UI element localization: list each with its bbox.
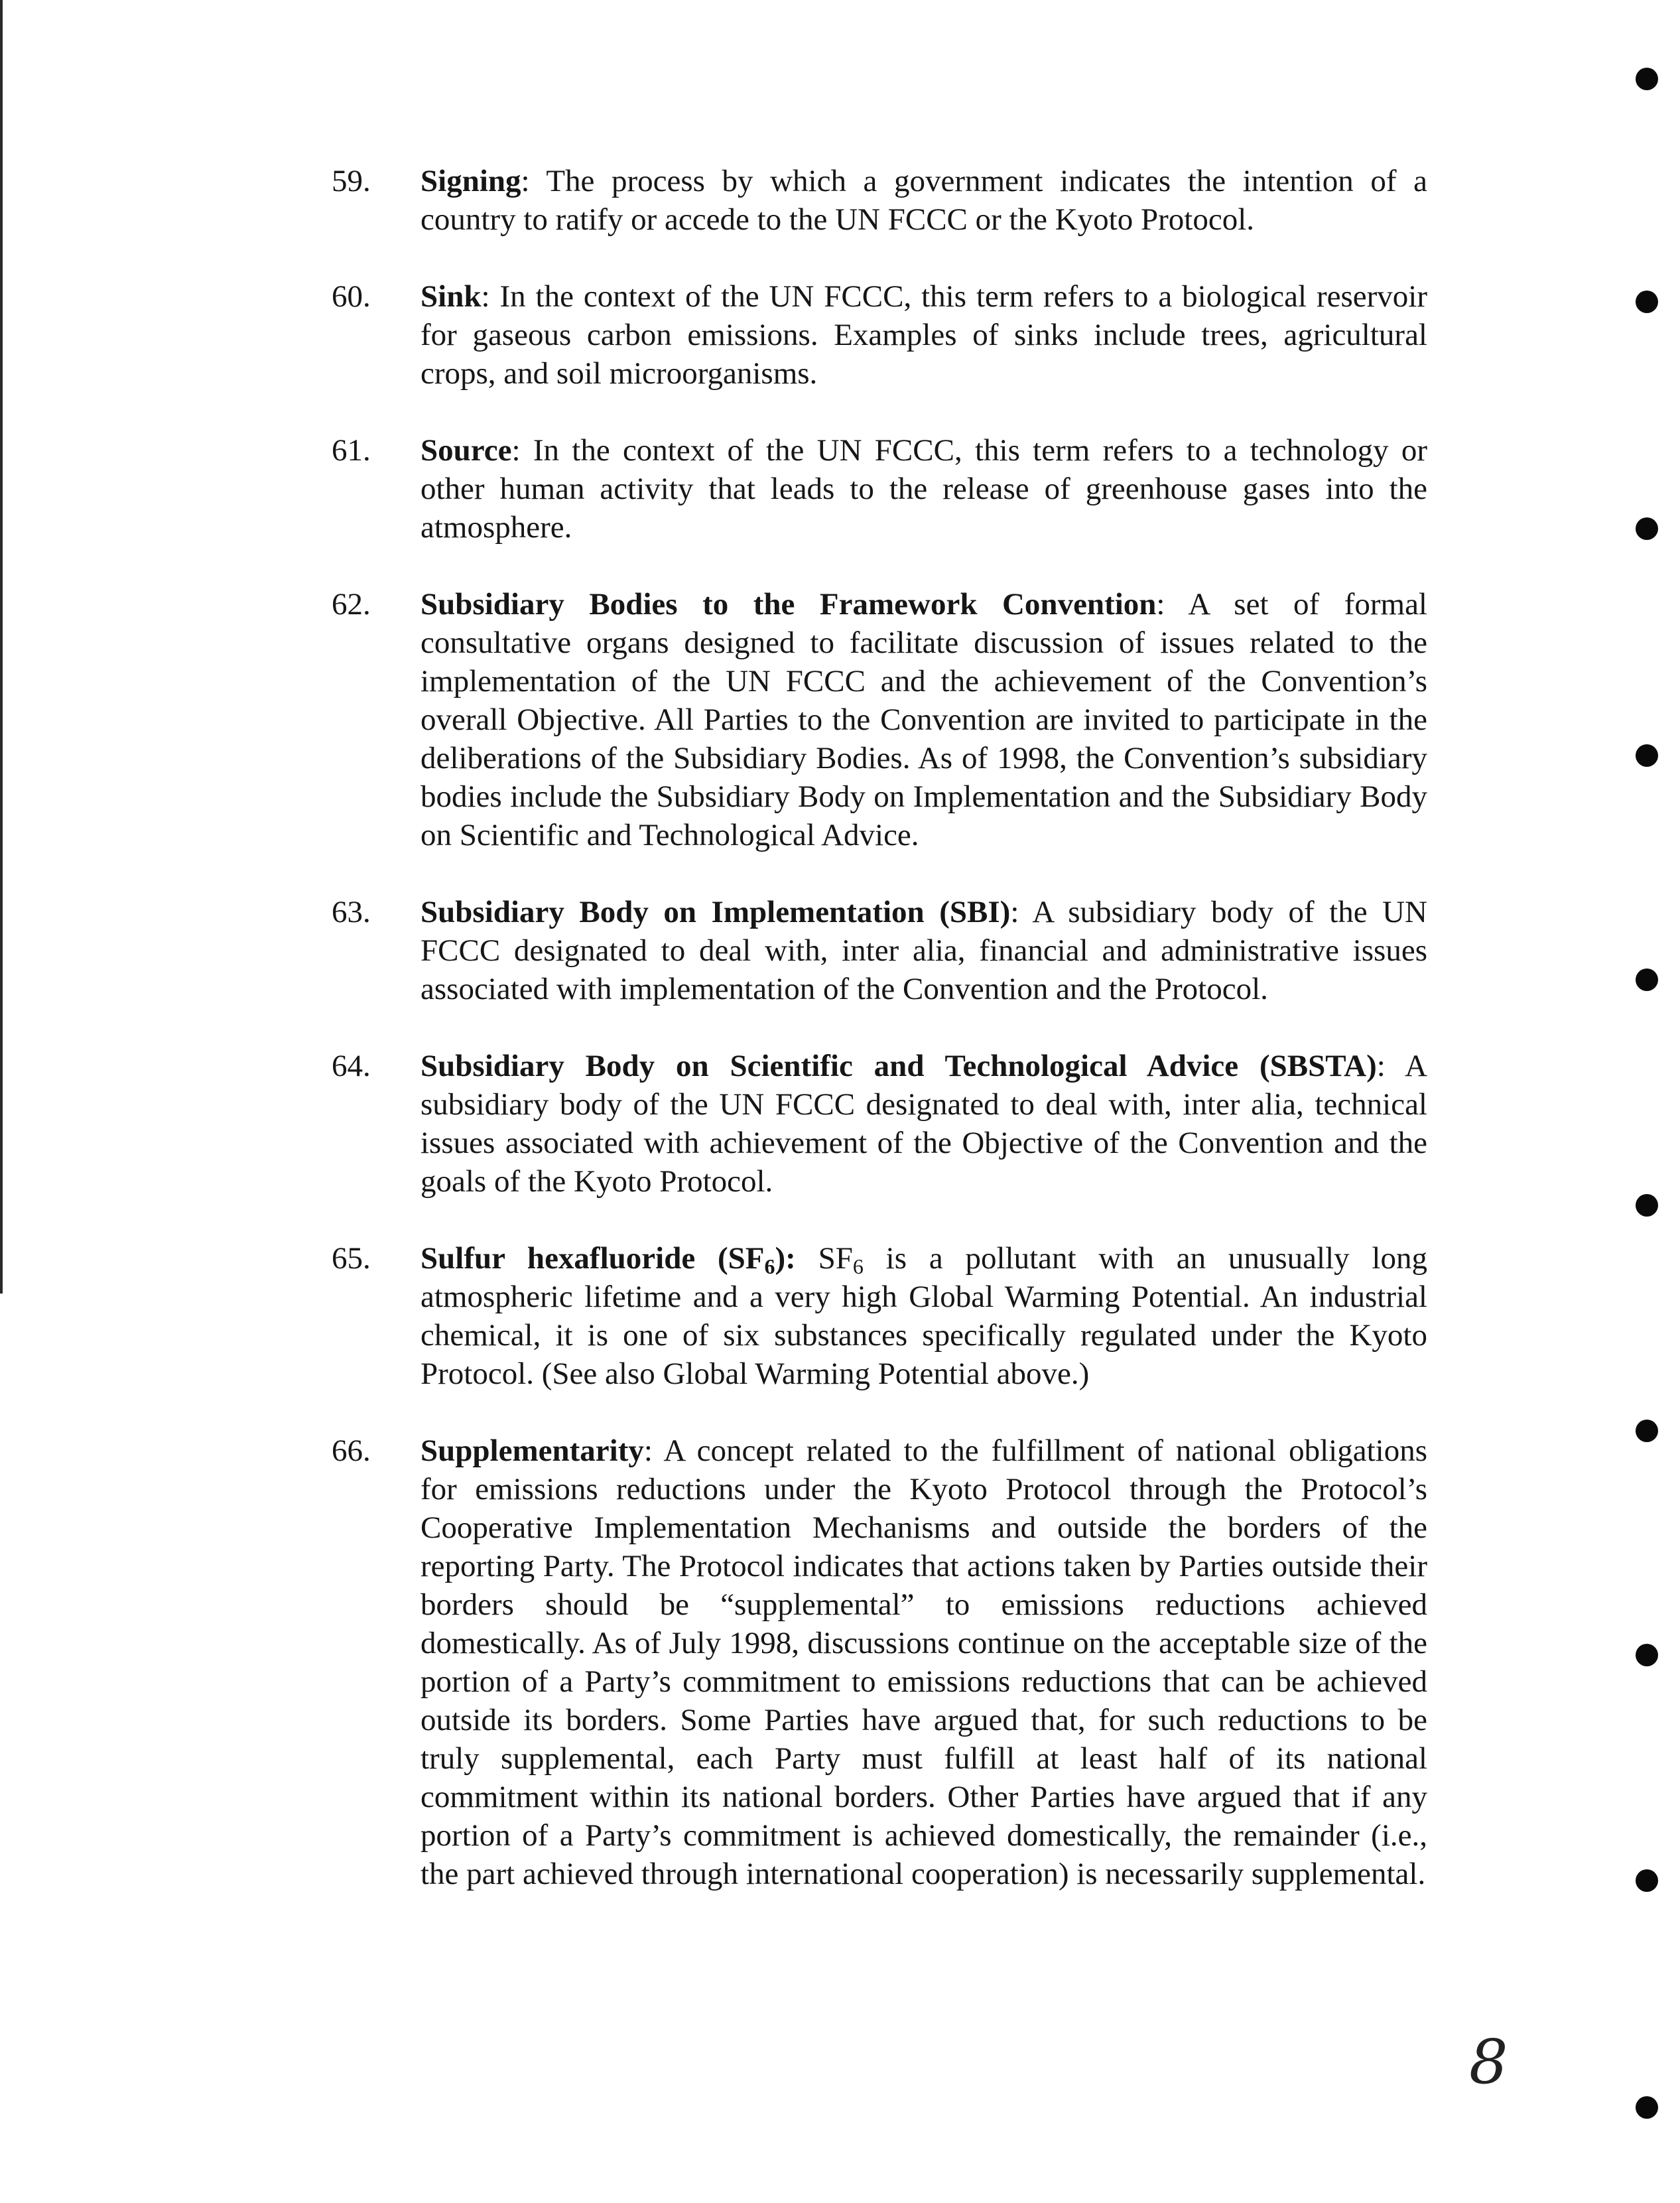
entry-definition-part: SF bbox=[795, 1241, 853, 1276]
entry-number: 59. bbox=[332, 164, 371, 198]
entry-term: Subsidiary Body on Implementation (SBI) bbox=[420, 895, 1011, 929]
entry-text bbox=[420, 277, 1427, 393]
entry-term-part: ): bbox=[775, 1241, 796, 1276]
entry-text bbox=[420, 1047, 1427, 1201]
glossary-entry bbox=[0, 431, 1680, 547]
entry-text bbox=[420, 1239, 1427, 1393]
entry-text bbox=[420, 431, 1427, 547]
entry-term: Sink bbox=[420, 279, 482, 314]
entry-number: 63. bbox=[332, 895, 371, 929]
entry-definition: : A concept related to the fulfillment of national obligations for emissions reductions under the Kyoto Protocol through the Protocol’s Cooperative Implementation Mechanisms and outside the borders of the reporting Party. The Protocol indicates that actions taken by Parties outside their borders should be “supplemental” to emissions reductions achieved domestically. As of July 1998, discussions continue on the acceptable size of the portion of a Party’s commitment to emissions reductions that can be achieved outside its borders. Some Parties have argued that, for such reductions to be truly supplemental, each Party must fulfill at least half of its national commitment within its national borders. Other Parties have argued that if any portion of a Party’s commitment is achieved domestically, the remainder (i.e., the part achieved through international cooperation) is necessarily supplemental. bbox=[420, 1434, 1427, 1891]
punch-hole bbox=[1636, 68, 1658, 90]
entry-term-part: Sulfur hexafluoride (SF bbox=[420, 1241, 765, 1276]
entry-text bbox=[420, 162, 1427, 239]
entry-text bbox=[420, 893, 1427, 1008]
entry-text bbox=[420, 585, 1427, 854]
entry-number: 65. bbox=[332, 1241, 371, 1276]
entry-term: Supplementarity bbox=[420, 1434, 644, 1468]
glossary-entry bbox=[0, 1047, 1680, 1201]
entry-number: 61. bbox=[332, 433, 371, 468]
glossary-entry bbox=[0, 893, 1680, 1008]
entry-term: Signing bbox=[420, 164, 521, 198]
glossary-entry bbox=[0, 1432, 1680, 1893]
entry-text bbox=[420, 1432, 1427, 1893]
entry-term: Subsidiary Body on Scientific and Technological Advice (SBSTA) bbox=[420, 1049, 1377, 1083]
glossary-entries bbox=[0, 162, 1680, 1932]
entry-number: 60. bbox=[332, 279, 371, 314]
subscript: 6 bbox=[852, 1254, 864, 1278]
entry-definition: : A subsidiary body of the UN FCCC designated to deal with, inter alia, financial and administrative issues associated with implementation of the Convention and the Protocol. bbox=[420, 895, 1428, 1006]
handwritten-page-number: 8 bbox=[1469, 2027, 1508, 2098]
glossary-entry bbox=[0, 162, 1680, 239]
entry-term: Source bbox=[420, 433, 512, 468]
entry-definition: : In the context of the UN FCCC, this term refers to a biological reservoir for gaseous carbon emissions. Examples of sinks include trees, agricultural crops, and soil microorganisms. bbox=[420, 279, 1427, 391]
entry-definition: : In the context of the UN FCCC, this term refers to a technology or other human activity that leads to the release of greenhouse gases into the atmosphere. bbox=[420, 433, 1427, 545]
entry-definition: : A set of formal consultative organs designed to facilitate discussion of issues related to the implementation of the UN FCCC and the achievement of the Convention’s overall Objective. All Parties to the Convention are invited to participate in the deliberations of the Subsidiary Bodies. As of 1998, the Convention’s subsidiary bodies include the Subsidiary Body on Implementation and the Subsidiary Body on Scientific and Technological Advice. bbox=[420, 587, 1427, 852]
entry-number: 66. bbox=[332, 1434, 371, 1468]
entry-term bbox=[420, 1241, 796, 1276]
entry-definition-part: is a pollutant with an unusually long atmospheric lifetime and a very high Global Warming Potential. An industrial chemical, it is one of six substances specifically regulated under the Kyoto Protocol. (See also Global Warming Potential above.) bbox=[420, 1241, 1427, 1391]
entry-number: 62. bbox=[332, 587, 371, 622]
punch-hole bbox=[1636, 2096, 1658, 2119]
glossary-entry bbox=[0, 277, 1680, 393]
glossary-entry bbox=[0, 1239, 1680, 1393]
glossary-entry bbox=[0, 585, 1680, 854]
entry-definition: : A subsidiary body of the UN FCCC designated to deal with, inter alia, technical issues associated with achievement of the Objective of the Convention and the goals of the Kyoto Protocol. bbox=[420, 1049, 1427, 1199]
subscript: 6 bbox=[764, 1254, 775, 1278]
entry-term: Subsidiary Bodies to the Framework Convention bbox=[420, 587, 1157, 622]
entry-number: 64. bbox=[332, 1049, 371, 1083]
entry-definition: : The process by which a government indicates the intention of a country to ratify or accede to the UN FCCC or the Kyoto Protocol. bbox=[420, 164, 1427, 237]
